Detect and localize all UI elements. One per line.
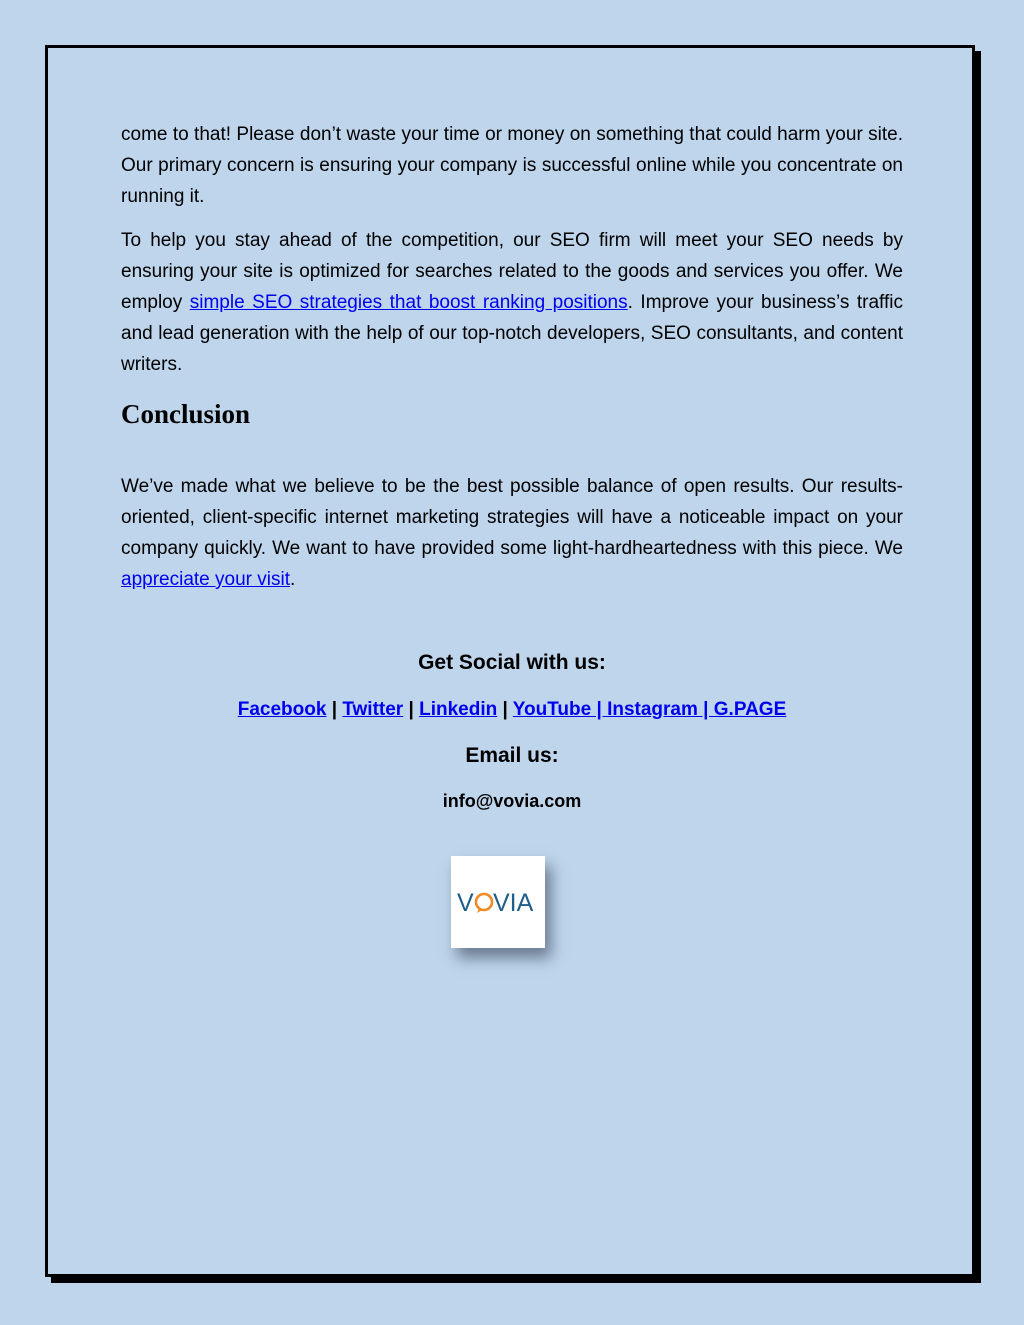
- paragraph-conclusion: [121, 471, 903, 595]
- linkedin-link[interactable]: Linkedin: [419, 699, 498, 720]
- vovia-logo-mark: [455, 887, 541, 917]
- separator: |: [331, 699, 338, 720]
- paragraph-text: .: [289, 569, 296, 590]
- email-address: info@vovia.com: [442, 791, 582, 811]
- paragraph-text: To help you stay ahead of the competition, our SEO firm will meet your SEO needs by ensuring your site is optimized for searches related to the goods and services you offer. We employ: [121, 230, 903, 313]
- separator: |: [408, 699, 414, 720]
- social-title: Get Social with us:: [418, 651, 606, 674]
- paragraph-text: We’ve made what we believe to be the best possible balance of open results. Our results-oriented, client-specific internet marketing strategies will have a noticeable impact on your company quickly. We want to have provided some light-hardheartedness with this piece. We: [121, 476, 903, 559]
- email-title: Email us:: [465, 744, 559, 767]
- svg-text:VIA: VIA: [493, 889, 534, 917]
- paragraph-text: . Improve your business’s traffic and lead generation with the help of our top-notch developers, SEO consultants, and content writers.: [121, 292, 903, 375]
- document-body: [121, 119, 903, 817]
- youtube-instagram-gpage-link[interactable]: YouTube | Instagram | G.PAGE: [512, 699, 787, 720]
- paragraph-seo-firm: [121, 225, 903, 380]
- vovia-logo: [451, 856, 545, 948]
- paragraph-intro: come to that! Please don’t waste your time or money on something that could harm your site. Our primary concern is ensuring your company is successful online while you concentrate on running it.: [121, 124, 903, 207]
- conclusion-heading: Conclusion: [121, 399, 251, 429]
- appreciate-visit-link[interactable]: appreciate your visit: [121, 569, 290, 590]
- seo-strategies-link[interactable]: simple SEO strategies that boost ranking positions: [189, 292, 628, 313]
- twitter-link[interactable]: Twitter: [342, 699, 404, 720]
- facebook-link[interactable]: Facebook: [237, 699, 327, 720]
- svg-text:V: V: [457, 889, 474, 917]
- separator: |: [502, 699, 508, 720]
- social-links: [121, 694, 903, 725]
